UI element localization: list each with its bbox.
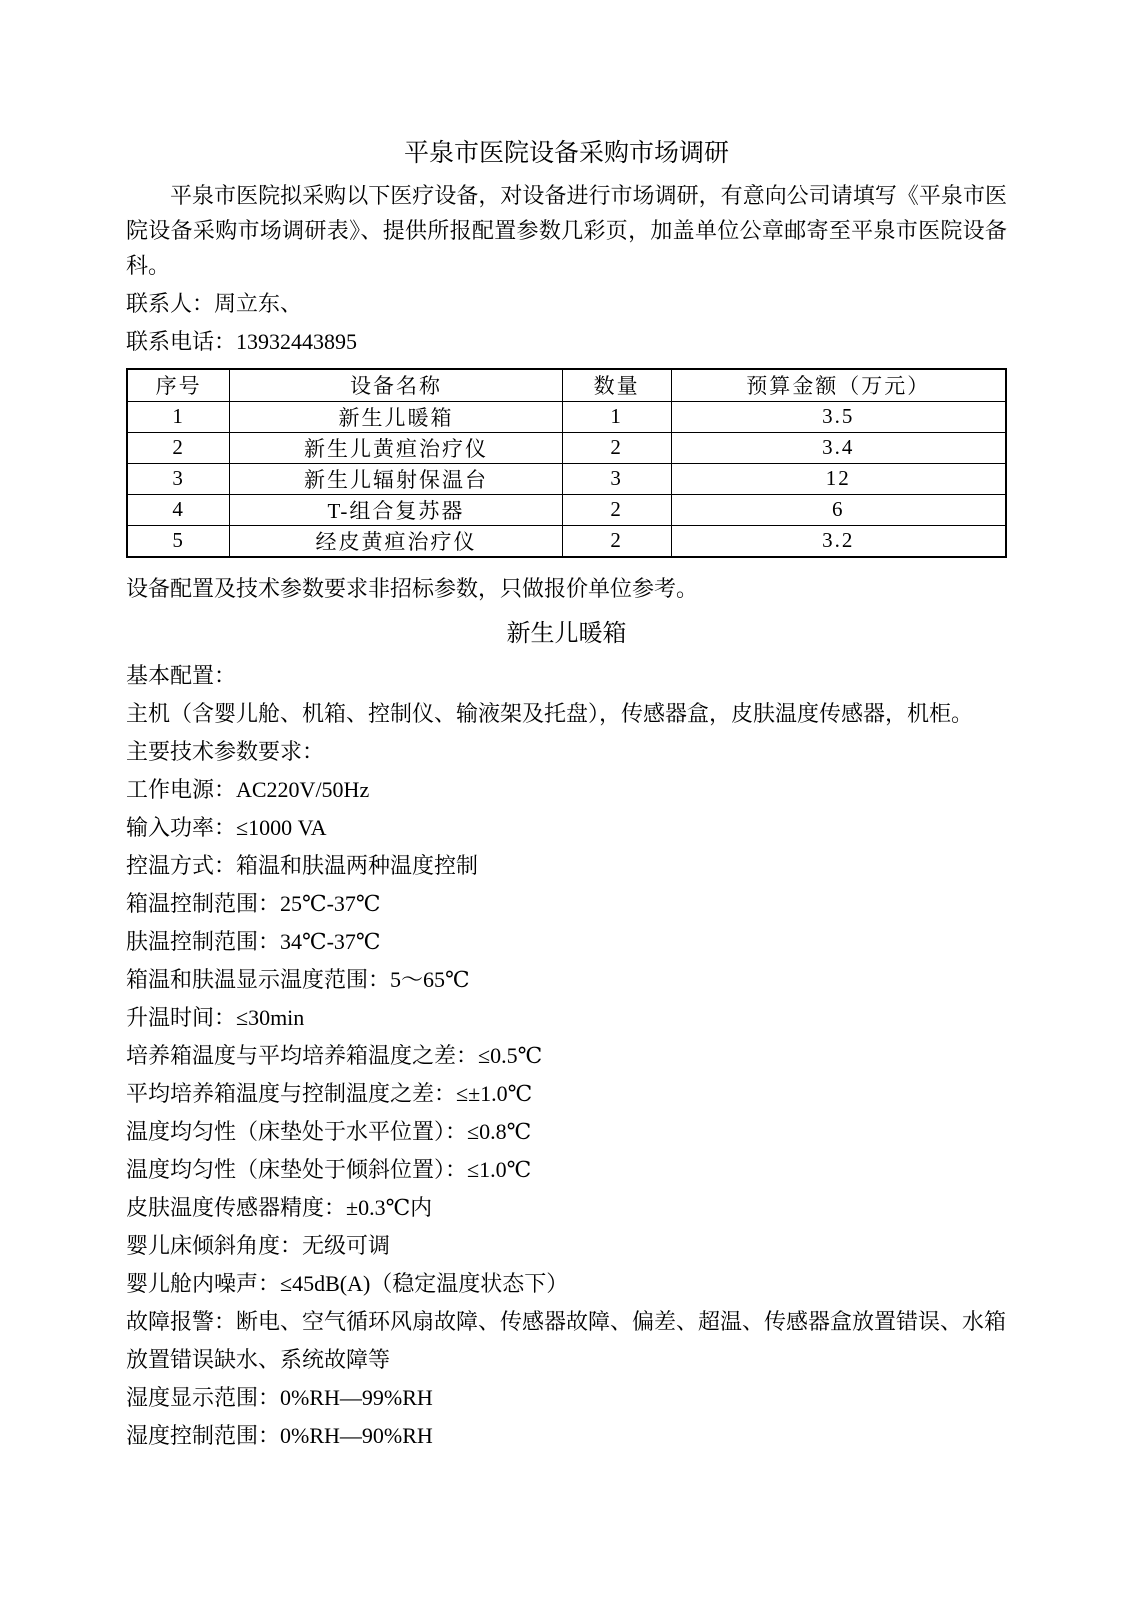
spec-line: 工作电源：AC220V/50Hz	[126, 776, 370, 802]
spec-line: 肤温控制范围：34℃-37℃	[126, 928, 381, 954]
spec-line: 皮肤温度传感器精度：±0.3℃内	[126, 1194, 433, 1220]
spec-line: 升温时间：≤30min	[126, 1004, 305, 1030]
spec-line: 湿度控制范围：0%RH—90%RH	[126, 1422, 433, 1448]
cell-quantity: 2	[562, 432, 671, 463]
cell-index: 3	[127, 463, 230, 494]
table-header-row	[127, 369, 1006, 401]
cell-quantity: 2	[562, 525, 671, 557]
cell-name: 新生儿暖箱	[230, 401, 562, 432]
cell-budget: 12	[671, 463, 1006, 494]
document-title: 平泉市医院设备采购市场调研	[403, 140, 729, 167]
spec-line: 温度均匀性（床垫处于水平位置）：≤0.8℃	[126, 1118, 532, 1144]
spec-line: 温度均匀性（床垫处于倾斜位置）：≤1.0℃	[126, 1156, 532, 1182]
spec-line: 输入功率：≤1000 VA	[126, 814, 327, 840]
cell-budget: 3.4	[671, 432, 1006, 463]
spec-line: 婴儿舱内噪声：≤45dB(A)（稳定温度状态下）	[126, 1270, 569, 1296]
intro-paragraph: 平泉市医院拟采购以下医疗设备，对设备进行市场调研，有意向公司请填写《平泉市医院设备采购市场调研表》、提供所报配置参数几彩页，加盖单位公章邮寄至平泉市医院设备科。	[126, 183, 1007, 278]
cell-index: 4	[127, 494, 230, 525]
column-header-name: 设备名称	[230, 369, 562, 401]
table-row	[127, 463, 1006, 494]
cell-name: T-组合复苏器	[230, 494, 562, 525]
contact-phone-line: 联系电话：13932443895	[126, 329, 358, 354]
cell-budget: 3.5	[671, 401, 1006, 432]
column-header-quantity: 数量	[562, 369, 671, 401]
column-header-budget: 预算金额（万元）	[671, 369, 1006, 401]
equipment-table	[126, 368, 1007, 558]
spec-line: 平均培养箱温度与控制温度之差：≤±1.0℃	[126, 1080, 533, 1106]
contact-name-line: 联系人：周立东、	[126, 291, 303, 316]
table-row	[127, 494, 1006, 525]
spec-line: 主机（含婴儿舱、机箱、控制仪、输液架及托盘），传感器盒，皮肤温度传感器，机柜。	[126, 700, 974, 726]
spec-line: 故障报警：断电、空气循环风扇故障、传感器故障、偏差、超温、传感器盒放置错误、水箱放置错误缺水、系统故障等	[126, 1308, 1007, 1372]
table-row	[127, 432, 1006, 463]
table-row	[127, 401, 1006, 432]
spec-line: 培养箱温度与平均培养箱温度之差：≤0.5℃	[126, 1042, 543, 1068]
cell-quantity: 1	[562, 401, 671, 432]
section-heading: 新生儿暖箱	[506, 620, 627, 647]
spec-line: 控温方式：箱温和肤温两种温度控制	[126, 852, 479, 878]
cell-index: 1	[127, 401, 230, 432]
spec-line: 主要技术参数要求：	[126, 738, 325, 764]
cell-budget: 6	[671, 494, 1006, 525]
column-header-index: 序号	[127, 369, 230, 401]
spec-line: 婴儿床倾斜角度：无级可调	[126, 1232, 391, 1258]
cell-budget: 3.2	[671, 525, 1006, 557]
cell-name: 新生儿黄疸治疗仪	[230, 432, 562, 463]
spec-line: 箱温控制范围：25℃-37℃	[126, 890, 381, 916]
cell-quantity: 2	[562, 494, 671, 525]
cell-index: 2	[127, 432, 230, 463]
cell-name: 经皮黄疸治疗仪	[230, 525, 562, 557]
spec-line: 湿度显示范围：0%RH—99%RH	[126, 1384, 433, 1410]
note-line: 设备配置及技术参数要求非招标参数，只做报价单位参考。	[126, 575, 699, 601]
cell-quantity: 3	[562, 463, 671, 494]
cell-index: 5	[127, 525, 230, 557]
spec-line: 箱温和肤温显示温度范围：5～65℃	[126, 966, 470, 992]
spec-list	[126, 657, 1007, 1455]
table-row	[127, 525, 1006, 557]
spec-line: 基本配置：	[126, 662, 237, 688]
cell-name: 新生儿辐射保温台	[230, 463, 562, 494]
